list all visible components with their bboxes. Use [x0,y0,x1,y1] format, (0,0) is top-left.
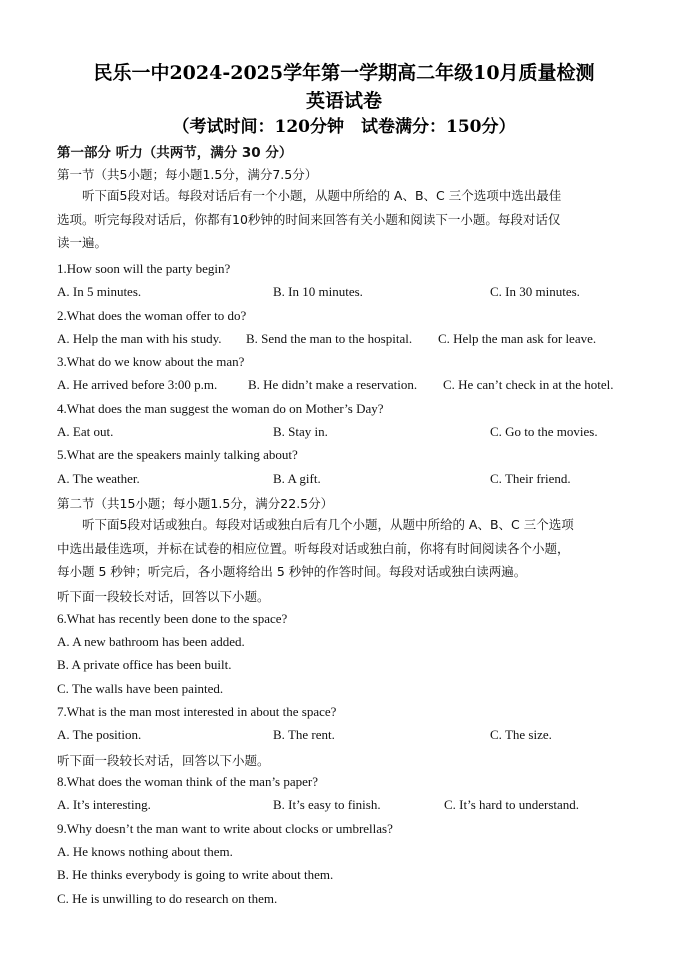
question-number: 8. [57,774,67,789]
question-number: 4. [57,401,67,416]
option-b[interactable]: B. Send the man to the hospital. [246,331,413,346]
question-text: What are the speakers mainly talking about? [66,447,298,462]
question-3 [57,354,244,370]
question-text: What do we know about the man? [66,354,245,369]
section1-instructions [57,184,637,255]
group-label: 听下面一段较长对话，回答以下小题。 [57,753,270,768]
option-b[interactable]: B. He didn’t make a reservation. [248,377,418,392]
option-a[interactable]: A. He arrived before 3:00 p.m. [57,377,218,392]
question-number: 5. [57,447,67,462]
instruction-line: 中选出最佳选项，并标在试卷的相应位置。听每段对话或独白前，你将有时间阅读各个小题， [57,540,570,556]
question-text: What does the woman think of the man’s paper? [66,774,319,789]
option-a[interactable]: A. Help the man with his study. [57,331,222,346]
question-8 [57,774,318,790]
question-text: What does the man suggest the woman do on Mother’s Day? [66,401,384,416]
option-a[interactable]: A. He knows nothing about them. [57,844,233,859]
question-6 [57,611,287,627]
instruction-line: 每小题 5 秒钟；听完后，各小题将给出 5 秒钟的作答时间。每段对话或独白读两遍。 [57,564,527,579]
option-b[interactable]: B. He thinks everybody is going to write about them. [57,867,334,882]
instruction-line: 读一遍。 [57,235,108,250]
question-number: 1. [57,261,67,276]
option-b[interactable]: B. The rent. [273,727,335,742]
exam-title: 民乐一中2024-2025学年第一学期高二年级10月质量检测 [93,62,595,84]
section2-instructions [57,513,637,584]
question-5 [57,447,298,463]
instruction-line: 听下面5段对话。每段对话后有一个小题，从题中所给的 A、B、C 三个选项中选出最佳 [57,188,562,203]
option-b[interactable]: B. It’s easy to finish. [273,797,381,812]
option-a[interactable]: A. Eat out. [57,424,114,439]
question-text: What has recently been done to the space? [66,611,288,626]
question-number: 7. [57,704,67,719]
question-9 [57,821,393,837]
question-text: Why doesn’t the man want to write about clocks or umbrellas? [66,821,393,836]
option-a[interactable]: A. The position. [57,727,142,742]
option-c[interactable]: C. He can’t check in at the hotel. [443,377,614,392]
option-c[interactable]: C. He is unwilling to do research on them. [57,891,278,906]
question-text: How soon will the party begin? [66,261,231,276]
option-c[interactable]: C. In 30 minutes. [490,284,580,299]
exam-time-score: （考试时间：120分钟 试卷满分：150分） [172,117,516,137]
option-c[interactable]: C. The size. [490,727,552,742]
option-b[interactable]: B. In 10 minutes. [273,284,363,299]
question-number: 9. [57,821,67,836]
group-label: 听下面一段较长对话，回答以下小题。 [57,589,270,604]
option-b[interactable]: B. A private office has been built. [57,657,232,672]
question-text: What does the woman offer to do? [66,308,247,323]
instruction-line: 听下面5段对话或独白。每段对话或独白后有几个小题，从题中所给的 A、B、C 三个选项 [57,517,574,532]
question-text: What is the man most interested in about the space? [66,704,337,719]
option-b[interactable]: B. A gift. [273,471,321,486]
option-a[interactable]: A. A new bathroom has been added. [57,634,245,649]
part1-heading: 第一部分 听力（共两节，满分 30 分） [57,145,293,161]
question-2 [57,308,246,324]
question-number: 6. [57,611,67,626]
option-c[interactable]: C. The walls have been painted. [57,681,224,696]
instruction-line: 选项。听完每段对话后，你都有10秒钟的时间来回答有关小题和阅读下一小题。每段对话仅 [57,211,561,227]
exam-subject-title: 英语试卷 [305,90,382,112]
option-c[interactable]: C. Their friend. [490,471,571,486]
option-b[interactable]: B. Stay in. [273,424,328,439]
question-4 [57,401,384,417]
question-1 [57,261,230,277]
question-number: 3. [57,354,67,369]
question-7 [57,704,336,720]
option-a[interactable]: A. In 5 minutes. [57,284,142,299]
option-c[interactable]: C. Go to the movies. [490,424,598,439]
option-a[interactable]: A. The weather. [57,471,140,486]
option-c[interactable]: C. Help the man ask for leave. [438,331,597,346]
section2-heading: 第二节（共15小题；每小题1.5分，满分22.5分） [57,496,334,511]
section1-heading: 第一节（共5小题；每小题1.5分，满分7.5分） [57,167,318,182]
option-a[interactable]: A. It’s interesting. [57,797,151,812]
option-c[interactable]: C. It’s hard to understand. [444,797,580,812]
question-number: 2. [57,308,67,323]
